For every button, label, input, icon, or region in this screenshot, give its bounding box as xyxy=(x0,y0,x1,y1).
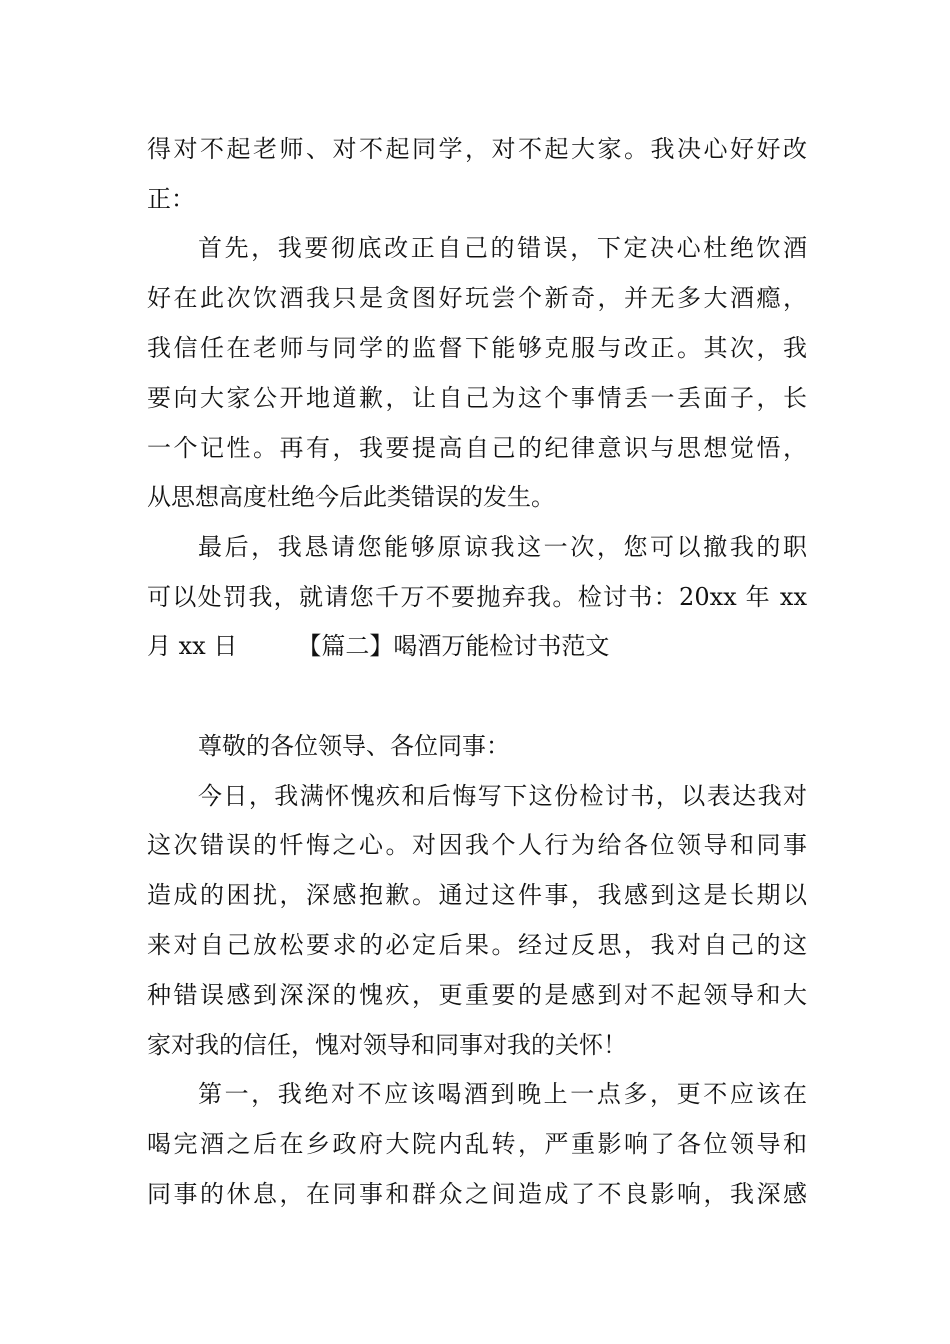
paragraph-first-line: 第一，我绝对不应该喝酒到晚上一点多，更不应该在 xyxy=(198,1080,807,1108)
paragraph-first-line: 最后，我恳请您能够原谅我这一次，您可以撤我的职 xyxy=(198,533,807,561)
text-line: 要向大家公开地道歉，让自己为这个事情丢一丢面子，长 xyxy=(147,384,807,412)
text-line: 一个记性。再有，我要提高自己的纪律意识与思想觉悟， xyxy=(147,434,807,462)
text-line: 可以处罚我，就请您千万不要抛弃我。检讨书：20xx 年 xx xyxy=(147,583,807,611)
text-line: 同事的休息，在同事和群众之间造成了不良影响，我深感 xyxy=(147,1180,807,1208)
text-line: 家对我的信任，愧对领导和同事对我的关怀！ xyxy=(147,1031,627,1059)
section-heading-line: 月 xx 日 【篇二】喝酒万能检讨书范文 xyxy=(147,632,610,660)
paragraph-first-line: 今日，我满怀愧疚和后悔写下这份检讨书，以表达我对 xyxy=(198,782,807,810)
salutation: 尊敬的各位领导、各位同事： xyxy=(198,732,510,760)
text-line: 这次错误的忏悔之心。对因我个人行为给各位领导和同事 xyxy=(147,831,807,859)
text-line: 好在此次饮酒我只是贪图好玩尝个新奇，并无多大酒瘾， xyxy=(147,284,807,312)
text-line: 来对自己放松要求的必定后果。经过反思，我对自己的这 xyxy=(147,931,807,959)
text-line: 种错误感到深深的愧疚，更重要的是感到对不起领导和大 xyxy=(147,981,807,1009)
text-line: 从思想高度杜绝今后此类错误的发生。 xyxy=(147,483,555,511)
paragraph-first-line: 首先，我要彻底改正自己的错误，下定决心杜绝饮酒 xyxy=(198,234,807,262)
text-line: 我信任在老师与同学的监督下能够克服与改正。其次，我 xyxy=(147,334,807,362)
text-line: 正： xyxy=(147,185,195,213)
text-line: 喝完酒之后在乡政府大院内乱转，严重影响了各位领导和 xyxy=(147,1130,807,1158)
text-line: 造成的困扰，深感抱歉。通过这件事，我感到这是长期以 xyxy=(147,881,807,909)
text-line: 得对不起老师、对不起同学，对不起大家。我决心好好改 xyxy=(147,135,807,163)
